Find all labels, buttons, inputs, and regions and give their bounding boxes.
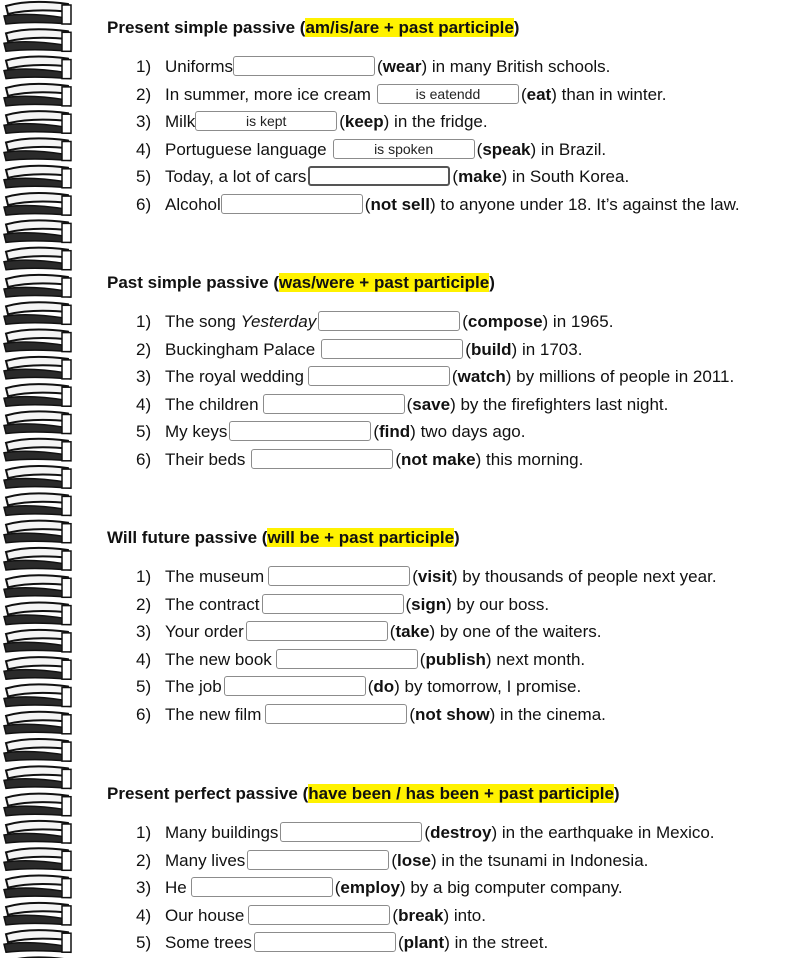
verb-hint: lose <box>396 851 432 870</box>
paren: ( <box>476 140 483 159</box>
sentence-end: by tomorrow, I promise. <box>399 677 582 696</box>
sentence-end: by our boss. <box>451 595 550 614</box>
sentence-end: in 1703. <box>517 340 583 359</box>
item-number: 2) <box>136 85 152 104</box>
sentence-end: in Brazil. <box>536 140 607 159</box>
paren: ) <box>501 167 508 186</box>
heading-text: ) <box>613 784 620 803</box>
exercise-item <box>136 449 583 471</box>
heading-highlight: have been / has been + past participle <box>308 784 614 803</box>
item-number: 3) <box>136 622 152 641</box>
sentence-end: to anyone under 18. It’s against the law. <box>435 195 740 214</box>
exercise-item <box>136 366 734 388</box>
sentence-start: The museum <box>165 567 265 586</box>
paren: ( <box>364 195 371 214</box>
answer-input[interactable] <box>308 166 450 186</box>
answer-input[interactable] <box>263 394 405 414</box>
sentence-start: Uniforms <box>165 57 234 76</box>
paren: ( <box>462 312 468 331</box>
answer-input[interactable] <box>265 704 407 724</box>
exercise-item <box>136 704 606 726</box>
exercise-item <box>136 421 525 443</box>
item-number: 3) <box>136 367 152 386</box>
paren: ( <box>395 450 401 469</box>
paren: ) <box>491 823 498 842</box>
paren: ( <box>405 595 412 614</box>
item-number: 5) <box>136 167 152 186</box>
heading-text: ) <box>489 273 495 292</box>
sentence-end: next month. <box>491 650 586 669</box>
paren: ( <box>377 57 383 76</box>
paren: ) <box>443 906 450 925</box>
item-number: 4) <box>136 395 152 414</box>
answer-input[interactable] <box>191 877 333 897</box>
paren: ( <box>373 422 380 441</box>
exercise-item <box>136 84 667 106</box>
verb-hint: not sell <box>370 195 430 214</box>
sentence-end: by thousands of people next year. <box>457 567 717 586</box>
paren: ) <box>444 933 450 952</box>
paren: ( <box>419 650 426 669</box>
paren: ( <box>424 823 431 842</box>
answer-input[interactable] <box>268 566 410 586</box>
paren: ) <box>542 312 549 331</box>
verb-hint: do <box>373 677 395 696</box>
paren: ) <box>450 395 456 414</box>
sentence-end: by the firefighters last night. <box>455 395 669 414</box>
sentence-end: in the fridge. <box>389 112 488 131</box>
heading-text: ) <box>513 18 520 37</box>
heading-highlight: will be + past participle <box>267 528 455 547</box>
verb-hint: not make <box>401 450 476 469</box>
section-heading <box>107 528 460 548</box>
paren: ( <box>412 567 418 586</box>
item-number: 5) <box>136 933 152 952</box>
answer-input[interactable] <box>221 194 363 214</box>
sentence-start: The new book <box>165 650 272 669</box>
sentence-start: The royal wedding <box>165 367 304 386</box>
sentence-end: by millions of people in 2011. <box>511 367 735 386</box>
sentence-start: In summer, more ice cream <box>165 85 371 104</box>
answer-input[interactable]: is spoken <box>333 139 475 159</box>
paren: ( <box>520 85 527 104</box>
answer-input[interactable] <box>254 932 396 952</box>
item-number: 4) <box>136 650 152 669</box>
verb-hint: watch <box>457 367 506 386</box>
heading-highlight: am/is/are + past participle <box>305 18 514 37</box>
exercise-item <box>136 339 582 361</box>
sentence-start: Some trees <box>165 933 252 952</box>
verb-hint: publish <box>425 650 486 669</box>
sentence-end: by one of the waiters. <box>435 622 602 641</box>
exercise-item <box>136 676 581 698</box>
paren: ) <box>399 878 406 897</box>
answer-input[interactable] <box>280 822 422 842</box>
sentence-end: in many British schools. <box>427 57 611 76</box>
sentence-start: My keys <box>165 422 228 441</box>
section-heading <box>107 18 519 38</box>
exercise-item <box>136 166 629 188</box>
answer-input[interactable] <box>318 311 460 331</box>
heading-highlight: was/were + past participle <box>278 273 490 292</box>
section-heading <box>107 273 495 293</box>
paren: ) <box>505 367 512 386</box>
paren: ( <box>367 677 374 696</box>
paren: ( <box>397 933 404 952</box>
paren: ) <box>394 677 400 696</box>
verb-hint: not show <box>415 705 490 724</box>
paren: ( <box>452 167 459 186</box>
section-heading <box>107 784 620 804</box>
heading-text: Will future passive ( <box>107 528 268 547</box>
paren: ) <box>489 705 496 724</box>
exercise-item <box>136 139 606 161</box>
sentence-start: Their beds <box>165 450 246 469</box>
paren: ) <box>383 112 390 131</box>
sentence-end: in 1965. <box>548 312 614 331</box>
answer-input[interactable] <box>246 621 388 641</box>
verb-hint: compose <box>467 312 543 331</box>
paren: ) <box>431 851 437 870</box>
sentence-end: in the earthquake in Mexico. <box>497 823 715 842</box>
verb-hint: make <box>458 167 502 186</box>
verb-hint: find <box>379 422 411 441</box>
paren: ) <box>421 57 428 76</box>
paren: ( <box>391 851 397 870</box>
sentence-start: Your order <box>165 622 244 641</box>
verb-hint: visit <box>417 567 452 586</box>
item-number: 4) <box>136 140 152 159</box>
exercise-item <box>136 194 740 216</box>
sentence-start: The contract <box>165 595 260 614</box>
sentence-end: in the cinema. <box>495 705 606 724</box>
exercise-item <box>136 394 668 416</box>
exercise-item <box>136 311 613 333</box>
paren: ( <box>334 878 341 897</box>
item-number: 1) <box>136 312 152 331</box>
sentence-end: into. <box>449 906 486 925</box>
paren: ) <box>410 422 416 441</box>
exercise-item <box>136 649 585 671</box>
item-number: 2) <box>136 340 152 359</box>
song-title: Yesterday <box>240 312 317 331</box>
verb-hint: sign <box>411 595 447 614</box>
verb-hint: break <box>398 906 444 925</box>
verb-hint: wear <box>382 57 422 76</box>
exercise-item <box>136 56 610 78</box>
item-number: 6) <box>136 705 152 724</box>
paren: ) <box>451 567 458 586</box>
item-number: 2) <box>136 595 152 614</box>
item-number: 5) <box>136 677 152 696</box>
sentence-start: Today, a lot of cars <box>165 167 307 186</box>
verb-hint: take <box>395 622 430 641</box>
sentence-start: The children <box>165 395 259 414</box>
exercise-item <box>136 111 488 133</box>
sentence-start: The new film <box>165 705 262 724</box>
verb-hint: destroy <box>430 823 492 842</box>
exercise-item <box>136 822 715 844</box>
item-number: 4) <box>136 906 152 925</box>
heading-text: Present simple passive ( <box>107 18 306 37</box>
paren: ) <box>429 195 436 214</box>
paren: ) <box>446 595 452 614</box>
paren: ) <box>530 140 537 159</box>
answer-input[interactable] <box>251 449 393 469</box>
verb-hint: speak <box>482 140 531 159</box>
sentence-start: He <box>165 878 187 897</box>
verb-hint: keep <box>344 112 384 131</box>
sentence-start: The job <box>165 677 222 696</box>
verb-hint: employ <box>340 878 400 897</box>
paren: ( <box>389 622 396 641</box>
paren: ) <box>511 340 518 359</box>
answer-input[interactable]: is eatendd <box>377 84 519 104</box>
sentence-start: Milk <box>165 112 196 131</box>
paren: ( <box>392 906 399 925</box>
sentence-end: by a big computer company. <box>405 878 623 897</box>
sentence-end: two days ago. <box>415 422 526 441</box>
paren: ) <box>429 622 436 641</box>
item-number: 5) <box>136 422 152 441</box>
item-number: 1) <box>136 823 152 842</box>
verb-hint: build <box>470 340 512 359</box>
paren: ( <box>339 112 345 131</box>
sentence-end: in South Korea. <box>507 167 630 186</box>
sentence-start: Alcohol <box>165 195 221 214</box>
sentence-end: in the tsunami in Indonesia. <box>436 851 649 870</box>
sentence-start: Our house <box>165 906 245 925</box>
heading-text: ) <box>454 528 460 547</box>
item-number: 2) <box>136 851 152 870</box>
answer-input[interactable] <box>248 905 390 925</box>
paren: ( <box>465 340 471 359</box>
answer-input[interactable] <box>276 649 418 669</box>
sentence-end: than in winter. <box>556 85 667 104</box>
verb-hint: plant <box>403 933 445 952</box>
paren: ( <box>409 705 416 724</box>
answer-input[interactable]: is kept <box>195 111 337 131</box>
paren: ) <box>485 650 492 669</box>
exercise-item <box>136 850 648 872</box>
answer-input[interactable] <box>321 339 463 359</box>
answer-input[interactable] <box>224 676 366 696</box>
item-number: 6) <box>136 450 152 469</box>
paren: ) <box>551 85 557 104</box>
answer-input[interactable] <box>262 594 404 614</box>
heading-text: Present perfect passive ( <box>107 784 309 803</box>
answer-input[interactable] <box>308 366 450 386</box>
heading-text: Past simple passive ( <box>107 273 279 292</box>
paren: ( <box>406 395 413 414</box>
answer-input[interactable] <box>233 56 375 76</box>
item-number: 1) <box>136 567 152 586</box>
paren: ( <box>451 367 458 386</box>
sentence-start: Many buildings <box>165 823 279 842</box>
sentence-start: Buckingham Palace <box>165 340 316 359</box>
answer-input[interactable] <box>247 850 389 870</box>
paren: ) <box>475 450 482 469</box>
item-number: 6) <box>136 195 152 214</box>
exercise-item <box>136 566 717 588</box>
exercise-item <box>136 621 601 643</box>
sentence-start: Many lives <box>165 851 246 870</box>
exercise-item <box>136 594 549 616</box>
item-number: 3) <box>136 112 152 131</box>
sentence-start: The song <box>165 312 241 331</box>
item-number: 3) <box>136 878 152 897</box>
sentence-start: Portuguese language <box>165 140 327 159</box>
verb-hint: eat <box>526 85 552 104</box>
exercise-item <box>136 877 623 899</box>
exercise-item <box>136 932 548 954</box>
sentence-end: in the street. <box>449 933 549 952</box>
exercise-item <box>136 905 486 927</box>
sentence-end: this morning. <box>481 450 584 469</box>
verb-hint: save <box>412 395 451 414</box>
item-number: 1) <box>136 57 152 76</box>
answer-input[interactable] <box>229 421 371 441</box>
